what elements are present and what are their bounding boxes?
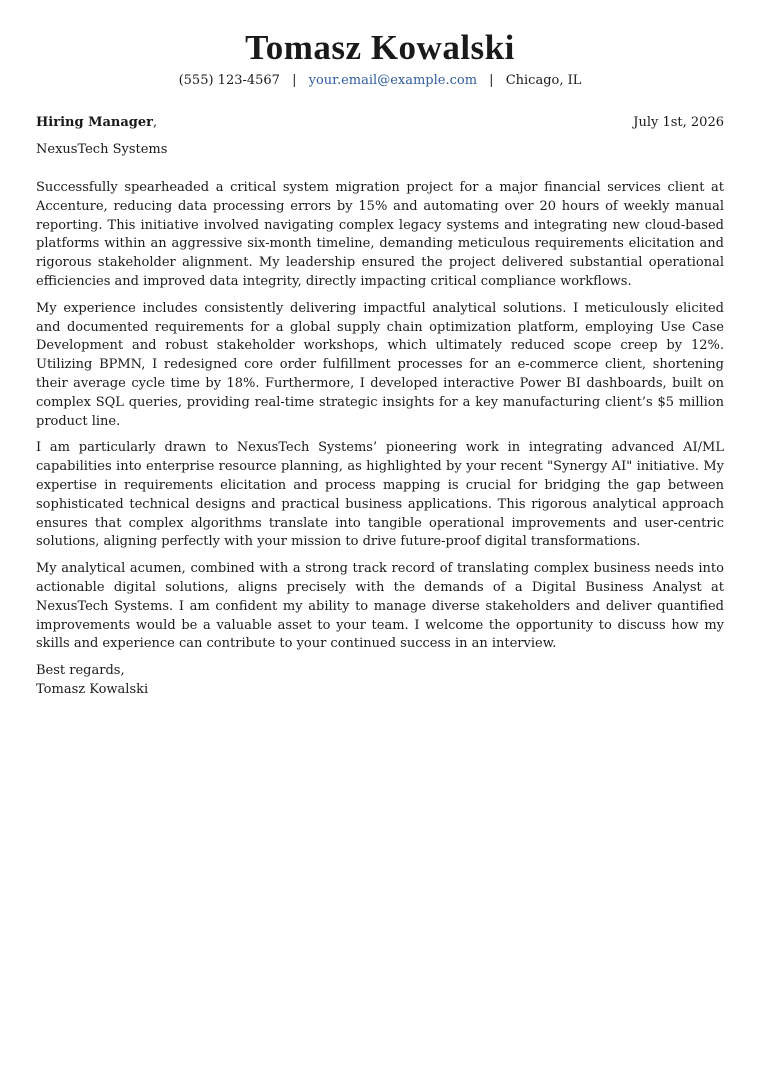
recipient-name: Hiring Manager bbox=[36, 115, 153, 130]
contact-line bbox=[36, 72, 724, 90]
body-paragraph: I am particularly drawn to NexusTech Systems’ pioneering work in integrating advanced AI/ML capabilities into enterprise resource planning, as highlighted by your recent "Synergy AI" initiative. My expertise in requirements elicitation and process mapping is crucial for bridging the gap between sophisticated technical designs and practical business applications. This rigorous analytical approach ensures that complex algorithms translate into tangible operational improvements and user-centric solutions, aligning perfectly with your mission to drive future-proof digital transformations. bbox=[36, 440, 724, 550]
letter-date: July 1st, 2026 bbox=[633, 115, 724, 130]
phone-number: (555) 123-4567 bbox=[178, 73, 280, 88]
location: Chicago, IL bbox=[505, 73, 582, 88]
letter-body bbox=[36, 179, 724, 654]
body-paragraph: Successfully spearheaded a critical system migration project for a major financial services client at Accenture, reducing data processing errors by 15% and automating over 20 hours of weekly manual reporting. This initiative involved navigating complex legacy systems and integrating new cloud-based platforms within an aggressive six-month timeline, demanding meticulous requirements elicitation and rigorous stakeholder alignment. My leadership ensured the project delivered substantial operational efficiencies and improved data integrity, directly impacting critical compliance workflows. bbox=[36, 180, 724, 289]
company-name: NexusTech Systems bbox=[36, 142, 168, 157]
signature-name: Tomasz Kowalski bbox=[36, 681, 149, 697]
body-paragraph: My analytical acumen, combined with a strong track record of translating complex business needs into actionable digital solutions, aligns precisely with the demands of a Digital Business Analyst at NexusTech Systems. I am confident my ability to manage diverse stakeholders and deliver quantified improvements would be a valuable asset to your team. I welcome the opportunity to discuss how my skills and experience can contribute to your continued success in an interview. bbox=[36, 561, 724, 652]
salutation bbox=[36, 114, 157, 132]
closing-block bbox=[36, 662, 724, 700]
salutation-row bbox=[36, 114, 724, 132]
applicant-name: Tomasz Kowalski bbox=[245, 28, 515, 67]
email-link[interactable]: your.email@example.com bbox=[308, 73, 478, 88]
recipient-suffix: , bbox=[152, 115, 158, 130]
body-paragraph: My experience includes consistently delivering impactful analytical solutions. I meticulously elicited and documented requirements for a global supply chain optimization platform, employing Use Case Development and robust stakeholder workshops, which ultimately reduced scope creep by 12%. Utilizing BPMN, I redesigned core order fulfillment processes for an e-commerce client, shortening their average cycle time by 18%. Furthermore, I developed interactive Power BI dashboards, built on complex SQL queries, providing real-time strategic insights for a key manufacturing client’s $5 million product line. bbox=[36, 300, 724, 429]
contact-separator: | bbox=[489, 73, 494, 88]
closing-phrase: Best regards, bbox=[36, 663, 125, 679]
contact-separator: | bbox=[292, 73, 297, 88]
